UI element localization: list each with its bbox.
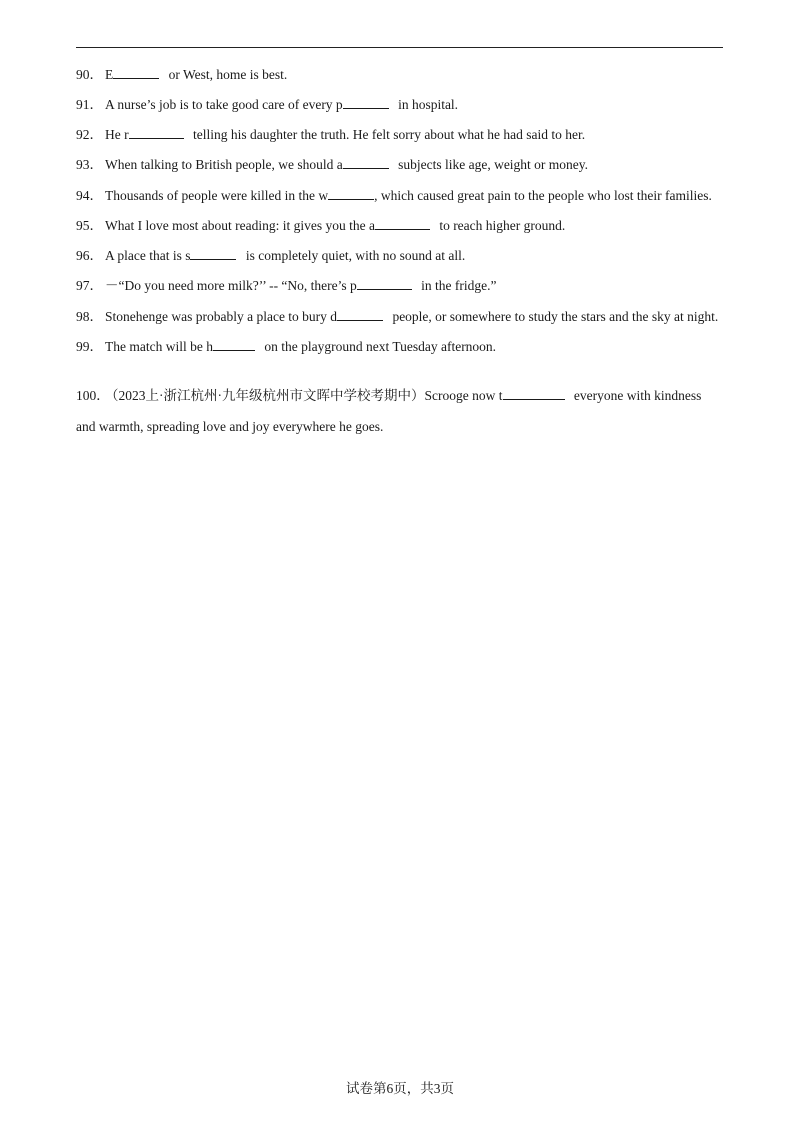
question-91 [76,90,724,120]
question-number: 97． [76,278,103,293]
question-number: 94． [76,188,103,203]
question-text-before: He r [105,127,129,142]
answer-blank[interactable] [343,96,389,109]
question-text-before: A nurse’s job is to take good care of every p [105,97,343,112]
question-text-before: The match will be h [105,339,213,354]
question-number: 99． [76,339,103,354]
question-97 [76,271,724,301]
page-footer [0,1077,800,1097]
question-text-before: Thousands of people were killed in the w [105,188,329,203]
question-text-before: What I love most about reading: it gives you the a [105,218,375,233]
question-94 [76,180,724,211]
question-number: 96． [76,248,103,263]
question-text-after: , which caused great pain to the people who lost their families. [374,188,712,203]
question-source: （2023上·浙江杭州·九年级杭州市文晖中学校考期中） [111,388,425,403]
section-gap [76,362,724,380]
question-99 [76,332,724,362]
question-98 [76,301,724,332]
question-text-after: everyone with kindness and warmth, spreading love and joy everywhere he goes. [76,388,702,434]
answer-blank[interactable] [357,277,412,290]
question-text-before: A place that is s [105,248,191,263]
answer-blank[interactable] [190,247,236,260]
answer-blank[interactable] [129,126,184,139]
header-rule [76,47,723,48]
question-92 [76,120,724,150]
question-text-before: Scrooge now t [424,388,503,403]
answer-blank[interactable] [213,338,255,351]
question-text-after: is completely quiet, with no sound at all. [242,248,466,263]
question-95 [76,211,724,241]
question-text-after: to reach higher ground. [435,218,566,233]
question-text-after: in the fridge.” [417,278,497,293]
question-text-after: people, or somewhere to study the stars and the sky at night. [389,309,719,324]
answer-blank[interactable] [337,308,383,321]
question-number: 100． [76,388,110,403]
question-number: 92． [76,127,103,142]
question-90 [76,60,724,90]
page-number-label: 试卷第6页，共3页 [346,1081,454,1096]
answer-blank[interactable] [328,187,374,200]
question-text-after: telling his daughter the truth. He felt sorry about what he had said to her. [189,127,586,142]
answer-blank[interactable] [343,156,389,169]
question-list [76,60,724,442]
answer-blank[interactable] [375,217,430,230]
question-number: 98． [76,309,103,324]
question-100 [76,380,724,442]
question-number: 90． [76,67,103,82]
question-text-before: －“Do you need more milk?’’ -- “No, there’s p [105,278,357,293]
question-text-after: or West, home is best. [165,67,288,82]
question-number: 93． [76,157,103,172]
question-number: 95． [76,218,103,233]
question-96 [76,241,724,271]
answer-blank[interactable] [503,387,565,400]
question-text-before: E [105,67,114,82]
question-text-before: When talking to British people, we should a [105,157,343,172]
question-text-after: in hospital. [394,97,459,112]
question-text-before: Stonehenge was probably a place to bury d [105,309,338,324]
question-text-after: on the playground next Tuesday afternoon. [260,339,497,354]
question-number: 91． [76,97,103,112]
question-93 [76,150,724,180]
answer-blank[interactable] [113,66,159,79]
question-text-after: subjects like age, weight or money. [394,157,589,172]
